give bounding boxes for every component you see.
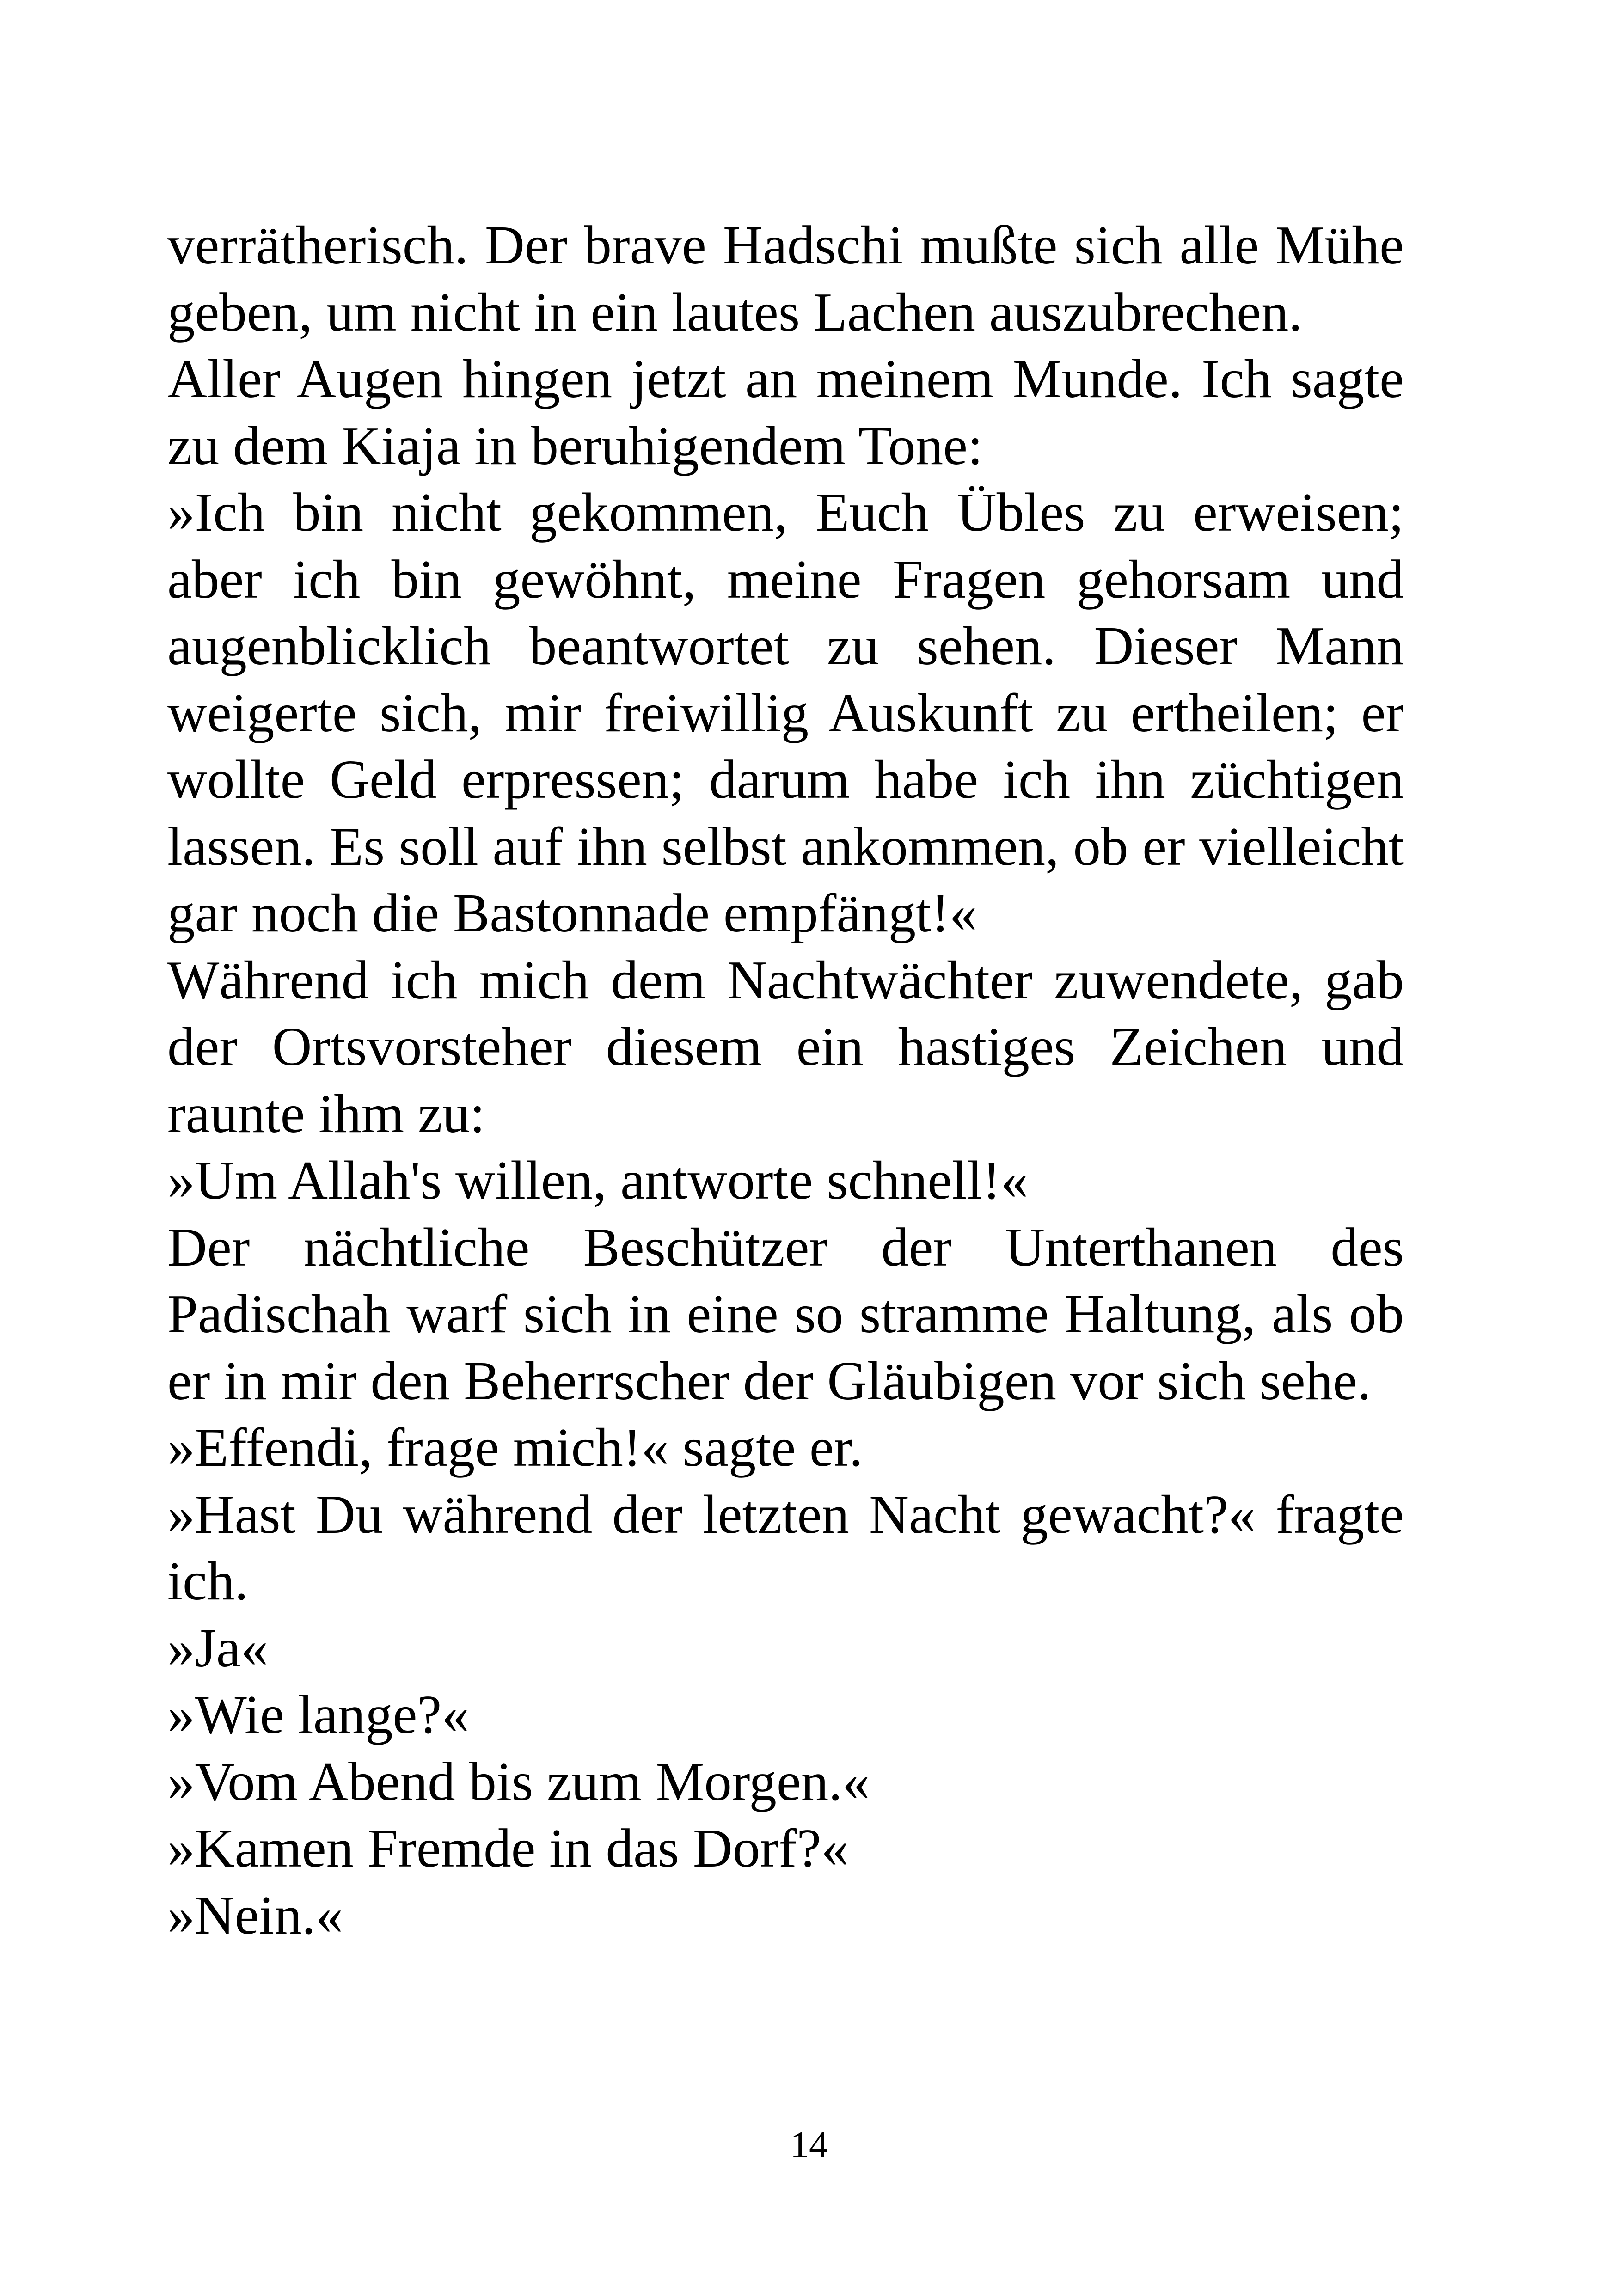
paragraph-4: Während ich mich dem Nachtwächter zuwendete, gab der Ortsvorsteher diesem ein hastiges Zeichen und raunte ihm zu: xyxy=(167,949,1404,1144)
paragraph-11: »Vom Abend bis zum Morgen.« xyxy=(167,1751,870,1812)
paragraph-13: »Nein.« xyxy=(167,1884,343,1946)
paragraph-6: Der nächtliche Beschützer der Unterthanen des Padischah warf sich in eine so stramme Haltung, als ob er in mir den Beherrscher der Gläubigen vor sich sehe. xyxy=(167,1216,1404,1411)
paragraph-2: Aller Augen hingen jetzt an meinem Munde. Ich sagte zu dem Kiaja in beruhigendem Tone: xyxy=(167,348,1404,476)
paragraph-12: »Kamen Fremde in das Dorf?« xyxy=(167,1818,849,1879)
body-text xyxy=(167,212,1404,1948)
paragraph-8: »Hast Du während der letzten Nacht gewacht?« fragte ich. xyxy=(167,1483,1404,1611)
page-number: 14 xyxy=(790,2124,828,2166)
paragraph-5: »Um Allah's willen, antworte schnell!« xyxy=(167,1150,1029,1211)
paragraph-3: »Ich bin nicht gekommen, Euch Übles zu erweisen; aber ich bin gewöhnt, meine Fragen gehorsam und augenblicklich beantwortet zu sehen. Dieser Mann weigerte sich, mir freiwillig Auskunft zu ertheilen; er wollte Geld erpressen; darum habe ich ihn züchtigen lassen. Es soll auf ihn selbst ankommen, ob er vielleicht gar noch die Bastonnade empfängt!« xyxy=(167,482,1404,943)
paragraph-7: »Effendi, frage mich!« sagte er. xyxy=(167,1417,863,1478)
paragraph-10: »Wie lange?« xyxy=(167,1684,469,1745)
paragraph-9: »Ja« xyxy=(167,1617,269,1678)
paragraph-1: verrätherisch. Der brave Hadschi mußte sich alle Mühe geben, um nicht in ein lautes Lachen auszubrechen. xyxy=(167,214,1404,343)
